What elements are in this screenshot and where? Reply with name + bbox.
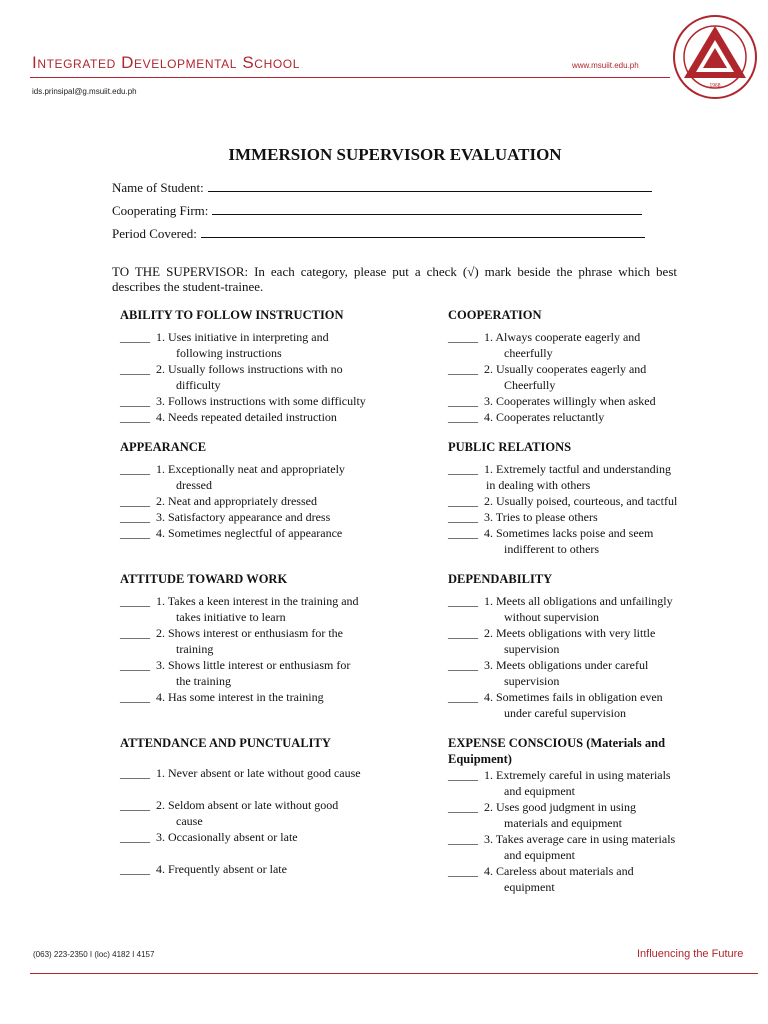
check-blank[interactable]: _____ <box>448 526 478 540</box>
check-blank[interactable]: _____ <box>120 626 150 640</box>
evaluation-option[interactable]: _____ 4. Sometimes lacks poise and seem indifferent to others <box>448 526 654 556</box>
supervisor-instructions: TO THE SUPERVISOR: In each category, please put a check (√) mark beside the phrase which best describes the student-trainee. <box>112 264 677 294</box>
check-blank[interactable]: _____ <box>448 362 478 376</box>
evaluation-option[interactable]: _____ 3. Occasionally absent or late <box>120 830 298 844</box>
document-title: IMMERSION SUPERVISOR EVALUATION <box>228 145 562 164</box>
evaluation-option[interactable]: _____ 4. Sometimes neglectful of appearance <box>120 526 343 540</box>
evaluation-option[interactable]: _____ 1. Extremely tactful and understanding in dealing with others <box>448 462 671 492</box>
field-name-of-student[interactable] <box>112 180 652 196</box>
evaluation-option[interactable]: _____ 3. Meets obligations under careful supervision <box>448 658 649 688</box>
evaluation-option[interactable]: _____ 4. Cooperates reluctantly <box>448 410 605 424</box>
evaluation-option[interactable]: _____ 4. Has some interest in the training <box>120 690 324 704</box>
evaluation-option[interactable]: _____ 4. Needs repeated detailed instruction <box>120 410 337 424</box>
section-heading: ATTENDANCE AND PUNCTUALITY <box>120 736 331 750</box>
header-divider <box>30 77 670 78</box>
school-logo-icon <box>672 14 758 100</box>
footer-divider <box>30 973 758 974</box>
check-blank[interactable]: _____ <box>120 462 150 476</box>
check-blank[interactable]: _____ <box>120 494 150 508</box>
check-blank[interactable]: _____ <box>448 832 478 846</box>
field-cooperating-firm[interactable] <box>112 203 642 219</box>
evaluation-option[interactable]: _____ 4. Frequently absent or late <box>120 862 287 876</box>
check-blank[interactable]: _____ <box>448 768 478 782</box>
check-blank[interactable]: _____ <box>120 798 150 812</box>
check-blank[interactable]: _____ <box>120 690 150 704</box>
field-period-covered[interactable] <box>112 226 645 242</box>
section-heading: COOPERATION <box>448 308 542 322</box>
check-blank[interactable]: _____ <box>120 594 150 608</box>
evaluation-option[interactable]: _____ 2. Usually poised, courteous, and tactful <box>448 494 678 508</box>
section-follow-instruction <box>120 307 420 425</box>
logo-year: 1968 <box>709 83 721 89</box>
check-blank[interactable]: _____ <box>448 510 478 524</box>
check-blank[interactable]: _____ <box>120 862 150 876</box>
evaluation-option[interactable]: _____ 1. Always cooperate eagerly and cheerfully <box>448 330 641 360</box>
footer-tagline: Influencing the Future <box>637 948 744 960</box>
check-blank[interactable]: _____ <box>120 330 150 344</box>
check-blank[interactable]: _____ <box>448 800 478 814</box>
section-heading: EXPENSE CONSCIOUS (Materials and Equipment) <box>448 736 666 766</box>
section-heading: DEPENDABILITY <box>448 572 553 586</box>
website-link[interactable]: www.msuiit.edu.ph <box>572 61 639 70</box>
evaluation-option[interactable]: _____ 2. Meets obligations with very little supervision <box>448 626 656 656</box>
evaluation-option[interactable]: _____ 1. Exceptionally neat and appropriately dressed <box>120 462 345 492</box>
check-blank[interactable]: _____ <box>448 330 478 344</box>
field-label: Cooperating Firm: <box>112 203 209 218</box>
section-heading: ABILITY TO FOLLOW INSTRUCTION <box>120 308 344 322</box>
evaluation-option[interactable]: _____ 1. Never absent or late without good cause <box>120 766 361 780</box>
evaluation-option[interactable]: _____ 2. Usually cooperates eagerly and Cheerfully <box>448 362 647 392</box>
evaluation-option[interactable]: _____ 2. Neat and appropriately dressed <box>120 494 317 508</box>
check-blank[interactable]: _____ <box>448 594 478 608</box>
evaluation-option[interactable]: _____ 3. Cooperates willingly when asked <box>448 394 656 408</box>
check-blank[interactable]: _____ <box>120 526 150 540</box>
section-cooperation <box>448 307 718 425</box>
check-blank[interactable]: _____ <box>448 394 478 408</box>
field-label: Period Covered: <box>112 226 197 241</box>
check-blank[interactable]: _____ <box>120 362 150 376</box>
section-heading: APPEARANCE <box>120 440 207 454</box>
footer-phone: (063) 223-2350 I (loc) 4182 I 4157 <box>33 950 155 959</box>
check-blank[interactable]: _____ <box>120 394 150 408</box>
section-heading: PUBLIC RELATIONS <box>448 440 572 454</box>
evaluation-option[interactable]: _____ 1. Extremely careful in using materials and equipment <box>448 768 671 798</box>
check-blank[interactable]: _____ <box>120 830 150 844</box>
check-blank[interactable]: _____ <box>448 410 478 424</box>
section-appearance <box>120 439 420 541</box>
evaluation-option[interactable]: _____ 2. Shows interest or enthusiasm for the training <box>120 626 343 656</box>
check-blank[interactable]: _____ <box>120 410 150 424</box>
section-heading: ATTITUDE TOWARD WORK <box>120 572 288 586</box>
evaluation-option[interactable]: _____ 3. Tries to please others <box>448 510 598 524</box>
section-dependability <box>448 571 718 721</box>
field-blank-line[interactable] <box>212 203 642 215</box>
field-blank-line[interactable] <box>201 226 645 238</box>
check-blank[interactable]: _____ <box>448 462 478 476</box>
evaluation-option[interactable]: _____ 3. Satisfactory appearance and dress <box>120 510 331 524</box>
check-blank[interactable]: _____ <box>120 510 150 524</box>
check-blank[interactable]: _____ <box>448 626 478 640</box>
section-attendance-punctuality <box>120 735 420 877</box>
section-expense-conscious <box>448 735 718 895</box>
evaluation-option[interactable]: _____ 4. Careless about materials and equipment <box>448 864 634 894</box>
evaluation-option[interactable]: _____ 2. Seldom absent or late without good cause <box>120 798 339 828</box>
section-attitude-toward-work <box>120 571 420 705</box>
check-blank[interactable]: _____ <box>448 864 478 878</box>
evaluation-option[interactable]: _____ 1. Meets all obligations and unfailingly without supervision <box>448 594 673 624</box>
check-blank[interactable]: _____ <box>448 658 478 672</box>
section-public-relations <box>448 439 718 557</box>
evaluation-option[interactable]: _____ 2. Usually follows instructions with no difficulty <box>120 362 343 392</box>
evaluation-option[interactable]: _____ 1. Takes a keen interest in the training and takes initiative to learn <box>120 594 359 624</box>
evaluation-option[interactable]: _____ 1. Uses initiative in interpreting and following instructions <box>120 330 329 360</box>
check-blank[interactable]: _____ <box>448 494 478 508</box>
evaluation-option[interactable]: _____ 2. Uses good judgment in using materials and equipment <box>448 800 636 830</box>
field-blank-line[interactable] <box>208 180 652 192</box>
check-blank[interactable]: _____ <box>448 690 478 704</box>
evaluation-option[interactable]: _____ 3. Follows instructions with some difficulty <box>120 394 366 408</box>
check-blank[interactable]: _____ <box>120 766 150 780</box>
evaluation-option[interactable]: _____ 3. Takes average care in using materials and equipment <box>448 832 676 862</box>
evaluation-option[interactable]: _____ 4. Sometimes fails in obligation even under careful supervision <box>448 690 663 720</box>
school-name: Integrated Developmental School <box>32 53 300 72</box>
check-blank[interactable]: _____ <box>120 658 150 672</box>
email-address[interactable]: ids.prinsipal@g.msuiit.edu.ph <box>32 87 137 96</box>
evaluation-option[interactable]: _____ 3. Shows little interest or enthusiasm for the training <box>120 658 351 688</box>
field-label: Name of Student: <box>112 180 204 195</box>
